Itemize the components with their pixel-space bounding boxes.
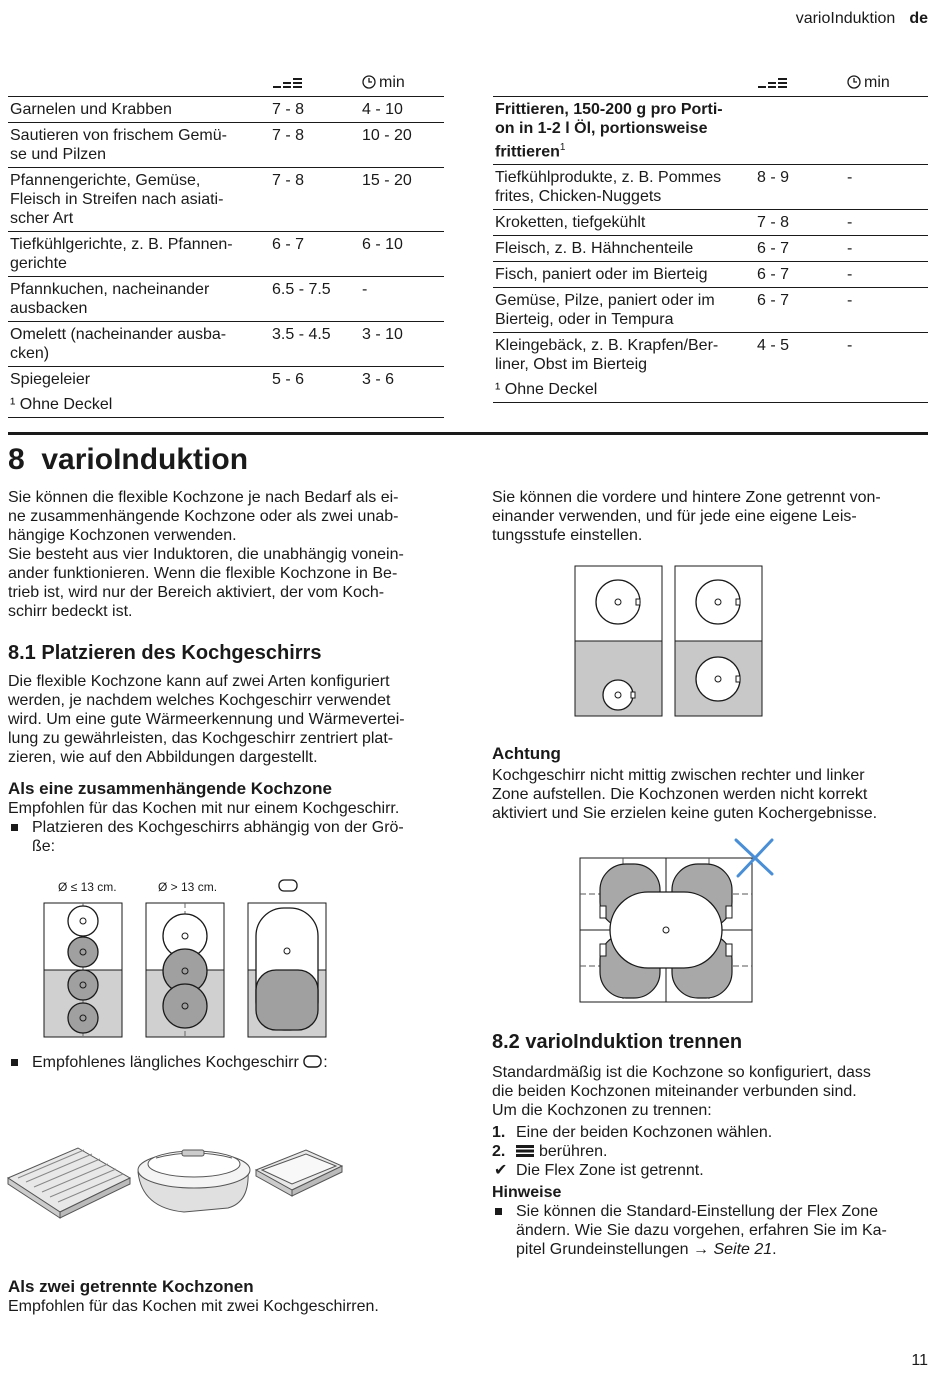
- table-cell-level: 7 - 8: [755, 210, 845, 236]
- label-large-pot: Ø > 13 cm.: [158, 880, 218, 894]
- separate-zones-paragraph: Sie können die vordere und hintere Zone getrennt von- einander verwenden, und für jede eine eigene Leis- tungsstufe einstellen.: [492, 489, 881, 544]
- table-row: [8, 277, 444, 322]
- table-cell-food: Tiefkühlprodukte, z. B. Pommes frites, Chicken-Nuggets: [493, 165, 755, 210]
- table-cell-food: Fleisch, z. B. Hähnchenteile: [493, 236, 755, 262]
- table-cell-time: 4 - 10: [360, 97, 444, 123]
- table-cell-time: 15 - 20: [360, 168, 444, 232]
- zone-column-right: [675, 566, 762, 716]
- right-column-intro: [492, 488, 928, 545]
- table-cell-level: 6 - 7: [270, 232, 360, 277]
- left-column: [8, 488, 446, 856]
- table-cell-time: 3 - 10: [360, 322, 444, 367]
- zone-column-left: [575, 566, 662, 716]
- table-row: [493, 165, 928, 210]
- table-cell-level: 6 - 7: [755, 236, 845, 262]
- power-level-icon: [272, 77, 304, 89]
- table-row: [8, 322, 444, 367]
- cookware-illustrations: [6, 1130, 346, 1230]
- min-label: min: [864, 74, 890, 91]
- table-row: [493, 333, 928, 378]
- table-row: [493, 288, 928, 333]
- griddle-pan-illustration: [256, 1150, 342, 1196]
- caution-paragraph: Kochgeschirr nicht mittig zwischen rechter und linker Zone aufstellen. Die Kochzonen werden nicht korrekt aktiviert und Sie erzielen keine guten Kochergebnisse.: [492, 767, 878, 822]
- note-bullet: Sie können die Standard-Einstellung der Flex Zone ändern. Wie Sie dazu vorgehen, erfahren Sie im Ka- pitel Grundeinstellungen → Seite 21.: [492, 1202, 928, 1259]
- table-row: [493, 210, 928, 236]
- two-zones-paragraph: Empfohlen für das Kochen mit zwei Kochgeschirren.: [8, 1298, 379, 1315]
- table-cell-food: Tiefkühlgerichte, z. B. Pfannen- gerichte: [8, 232, 270, 277]
- cooking-table-left: [8, 70, 444, 418]
- zone-diagram-large: [146, 903, 224, 1037]
- section-heading: 8 varioInduktion: [8, 443, 249, 476]
- subsection-8-2-title: 8.2 varioInduktion trennen: [492, 1031, 743, 1053]
- placement-diagrams: [38, 876, 338, 1046]
- flex-zone-key-icon: [516, 1145, 534, 1157]
- page-reference-link[interactable]: Seite 21: [713, 1241, 773, 1258]
- table-cell-time: -: [360, 277, 444, 322]
- clock-icon: [362, 75, 376, 89]
- separate-zones-diagram: [574, 565, 764, 720]
- header-section: varioInduktion: [795, 10, 896, 27]
- oval-pot-icon: [303, 1055, 323, 1068]
- table-cell-time: -: [845, 165, 928, 210]
- table-cell-food: Gemüse, Pilze, paniert oder im Bierteig, oder in Tempura: [493, 288, 755, 333]
- table-cell-level: 6 - 7: [755, 262, 845, 288]
- caution-block: [492, 744, 928, 823]
- table-cell-level: 3.5 - 4.5: [270, 322, 360, 367]
- oval-cookware-bullet: Empfohlenes längliches Kochgeschirr :: [8, 1053, 452, 1072]
- table-row: [8, 232, 444, 277]
- caution-title: Achtung: [492, 744, 561, 763]
- power-level-icon: [757, 77, 789, 89]
- result-line: ✔ Die Flex Zone ist getrennt.: [494, 1162, 704, 1179]
- table-cell-level: 7 - 8: [270, 168, 360, 232]
- table-cell-time: 6 - 10: [360, 232, 444, 277]
- notes-title: Hinweise: [492, 1184, 562, 1201]
- table-cell-level: 8 - 9: [755, 165, 845, 210]
- table-row: [493, 236, 928, 262]
- table-cell-food: Kleingebäck, z. B. Krapfen/Ber- liner, Obst im Bierteig: [493, 333, 755, 378]
- table-cell-food: Pfannengerichte, Gemüse, Fleisch in Streifen nach asiati- scher Art: [8, 168, 270, 232]
- table-row: [493, 262, 928, 288]
- one-zone-title: Als eine zusammenhängende Kochzone: [8, 779, 333, 798]
- min-label: min: [379, 74, 405, 91]
- table-row: [8, 367, 444, 393]
- wrong-placement-diagram: [578, 838, 778, 1004]
- intro-paragraph-2: Sie besteht aus vier Induktoren, die unabhängig vonein- ander funktionieren. Wenn die flexible Kochzone in Be- trieb ist, wird nur der Bereich aktiviert, der vom Koch- schirr bedeckt ist.: [8, 546, 404, 620]
- table-cell-food: Sautieren von frischem Gemü- se und Pilzen: [8, 123, 270, 168]
- intro-paragraph-1: Sie können die flexible Kochzone je nach Bedarf als ei- ne zusammenhängende Kochzone oder als zwei unab- hängige Kochzonen verwenden.: [8, 489, 399, 544]
- one-zone-paragraph: Empfohlen für das Kochen mit nur einem Kochgeschirr.: [8, 800, 400, 817]
- page-number: 11: [911, 1352, 928, 1369]
- table-cell-time: -: [845, 262, 928, 288]
- header-lang: de: [909, 10, 928, 27]
- table-cell-food: Kroketten, tiefgekühlt: [493, 210, 755, 236]
- table-row: [8, 168, 444, 232]
- two-zones-title: Als zwei getrennte Kochzonen: [8, 1277, 254, 1296]
- table-cell-level: 5 - 6: [270, 367, 360, 393]
- table-cell-food: Omelett (nacheinander ausba- cken): [8, 322, 270, 367]
- step-1: 1. Eine der beiden Kochzonen wählen.: [492, 1124, 773, 1141]
- table-cell-food: Pfannkuchen, nacheinander ausbacken: [8, 277, 270, 322]
- two-zones-block: [8, 1277, 446, 1316]
- section-rule: [8, 432, 928, 435]
- table-cell-time: -: [845, 210, 928, 236]
- table-row: [8, 123, 444, 168]
- table-cell-level: 4 - 5: [755, 333, 845, 378]
- cooking-table-right: [493, 70, 928, 403]
- table-footnote: ¹ Ohne Deckel: [8, 392, 444, 418]
- clock-icon: [847, 75, 861, 89]
- table-cell-time: -: [845, 333, 928, 378]
- oval-pot-icon: [279, 880, 297, 891]
- subsection-8-1-title: 8.1 Platzieren des Kochgeschirrs: [8, 642, 322, 664]
- table-group-title: Frittieren, 150-200 g pro Porti- on in 1-2 l Öl, portionsweise frittieren$^1$: [495, 101, 723, 161]
- table-cell-food: Garnelen und Krabben: [8, 97, 270, 123]
- grill-plate-illustration: [8, 1148, 130, 1218]
- table-cell-level: 6.5 - 7.5: [270, 277, 360, 322]
- placement-bullet: Platzieren des Kochgeschirrs abhängig von der Grö- ße:: [8, 818, 446, 856]
- roaster-illustration: [138, 1150, 250, 1212]
- table-cell-food: Spiegeleier: [8, 367, 270, 393]
- zone-diagram-oval: [248, 903, 326, 1037]
- label-small-pot: Ø ≤ 13 cm.: [58, 880, 117, 894]
- table-cell-level: 7 - 8: [270, 97, 360, 123]
- table-cell-level: 7 - 8: [270, 123, 360, 168]
- zone-diagram-small: [44, 903, 122, 1037]
- subsection-8-2-paragraph: Standardmäßig ist die Kochzone so konfiguriert, dass die beiden Kochzonen miteinander verbunden sind. Um die Kochzonen zu trennen:: [492, 1064, 871, 1119]
- table-cell-time: -: [845, 236, 928, 262]
- table-cell-time: 10 - 20: [360, 123, 444, 168]
- table-footnote: ¹ Ohne Deckel: [493, 377, 928, 403]
- step-2: 2. berühren.: [492, 1143, 608, 1160]
- table-cell-time: 3 - 6: [360, 367, 444, 393]
- check-icon: ✔: [494, 1162, 508, 1179]
- table-cell-level: 6 - 7: [755, 288, 845, 333]
- table-row: [8, 97, 444, 123]
- page-header: [796, 10, 928, 28]
- subsection-8-1-paragraph: Die flexible Kochzone kann auf zwei Arten konfiguriert werden, je nachdem welches Kochgeschirr verwendet wird. Um eine gute Wärmeerkennung und Wärmevertei- lung zu gewährleisten, das Kochgeschirr zentriert plat- zieren, wie auf den Abbildungen dargestellt.: [8, 673, 405, 766]
- table-cell-time: -: [845, 288, 928, 333]
- table-cell-food: Fisch, paniert oder im Bierteig: [493, 262, 755, 288]
- subsection-8-2: [492, 1031, 928, 1259]
